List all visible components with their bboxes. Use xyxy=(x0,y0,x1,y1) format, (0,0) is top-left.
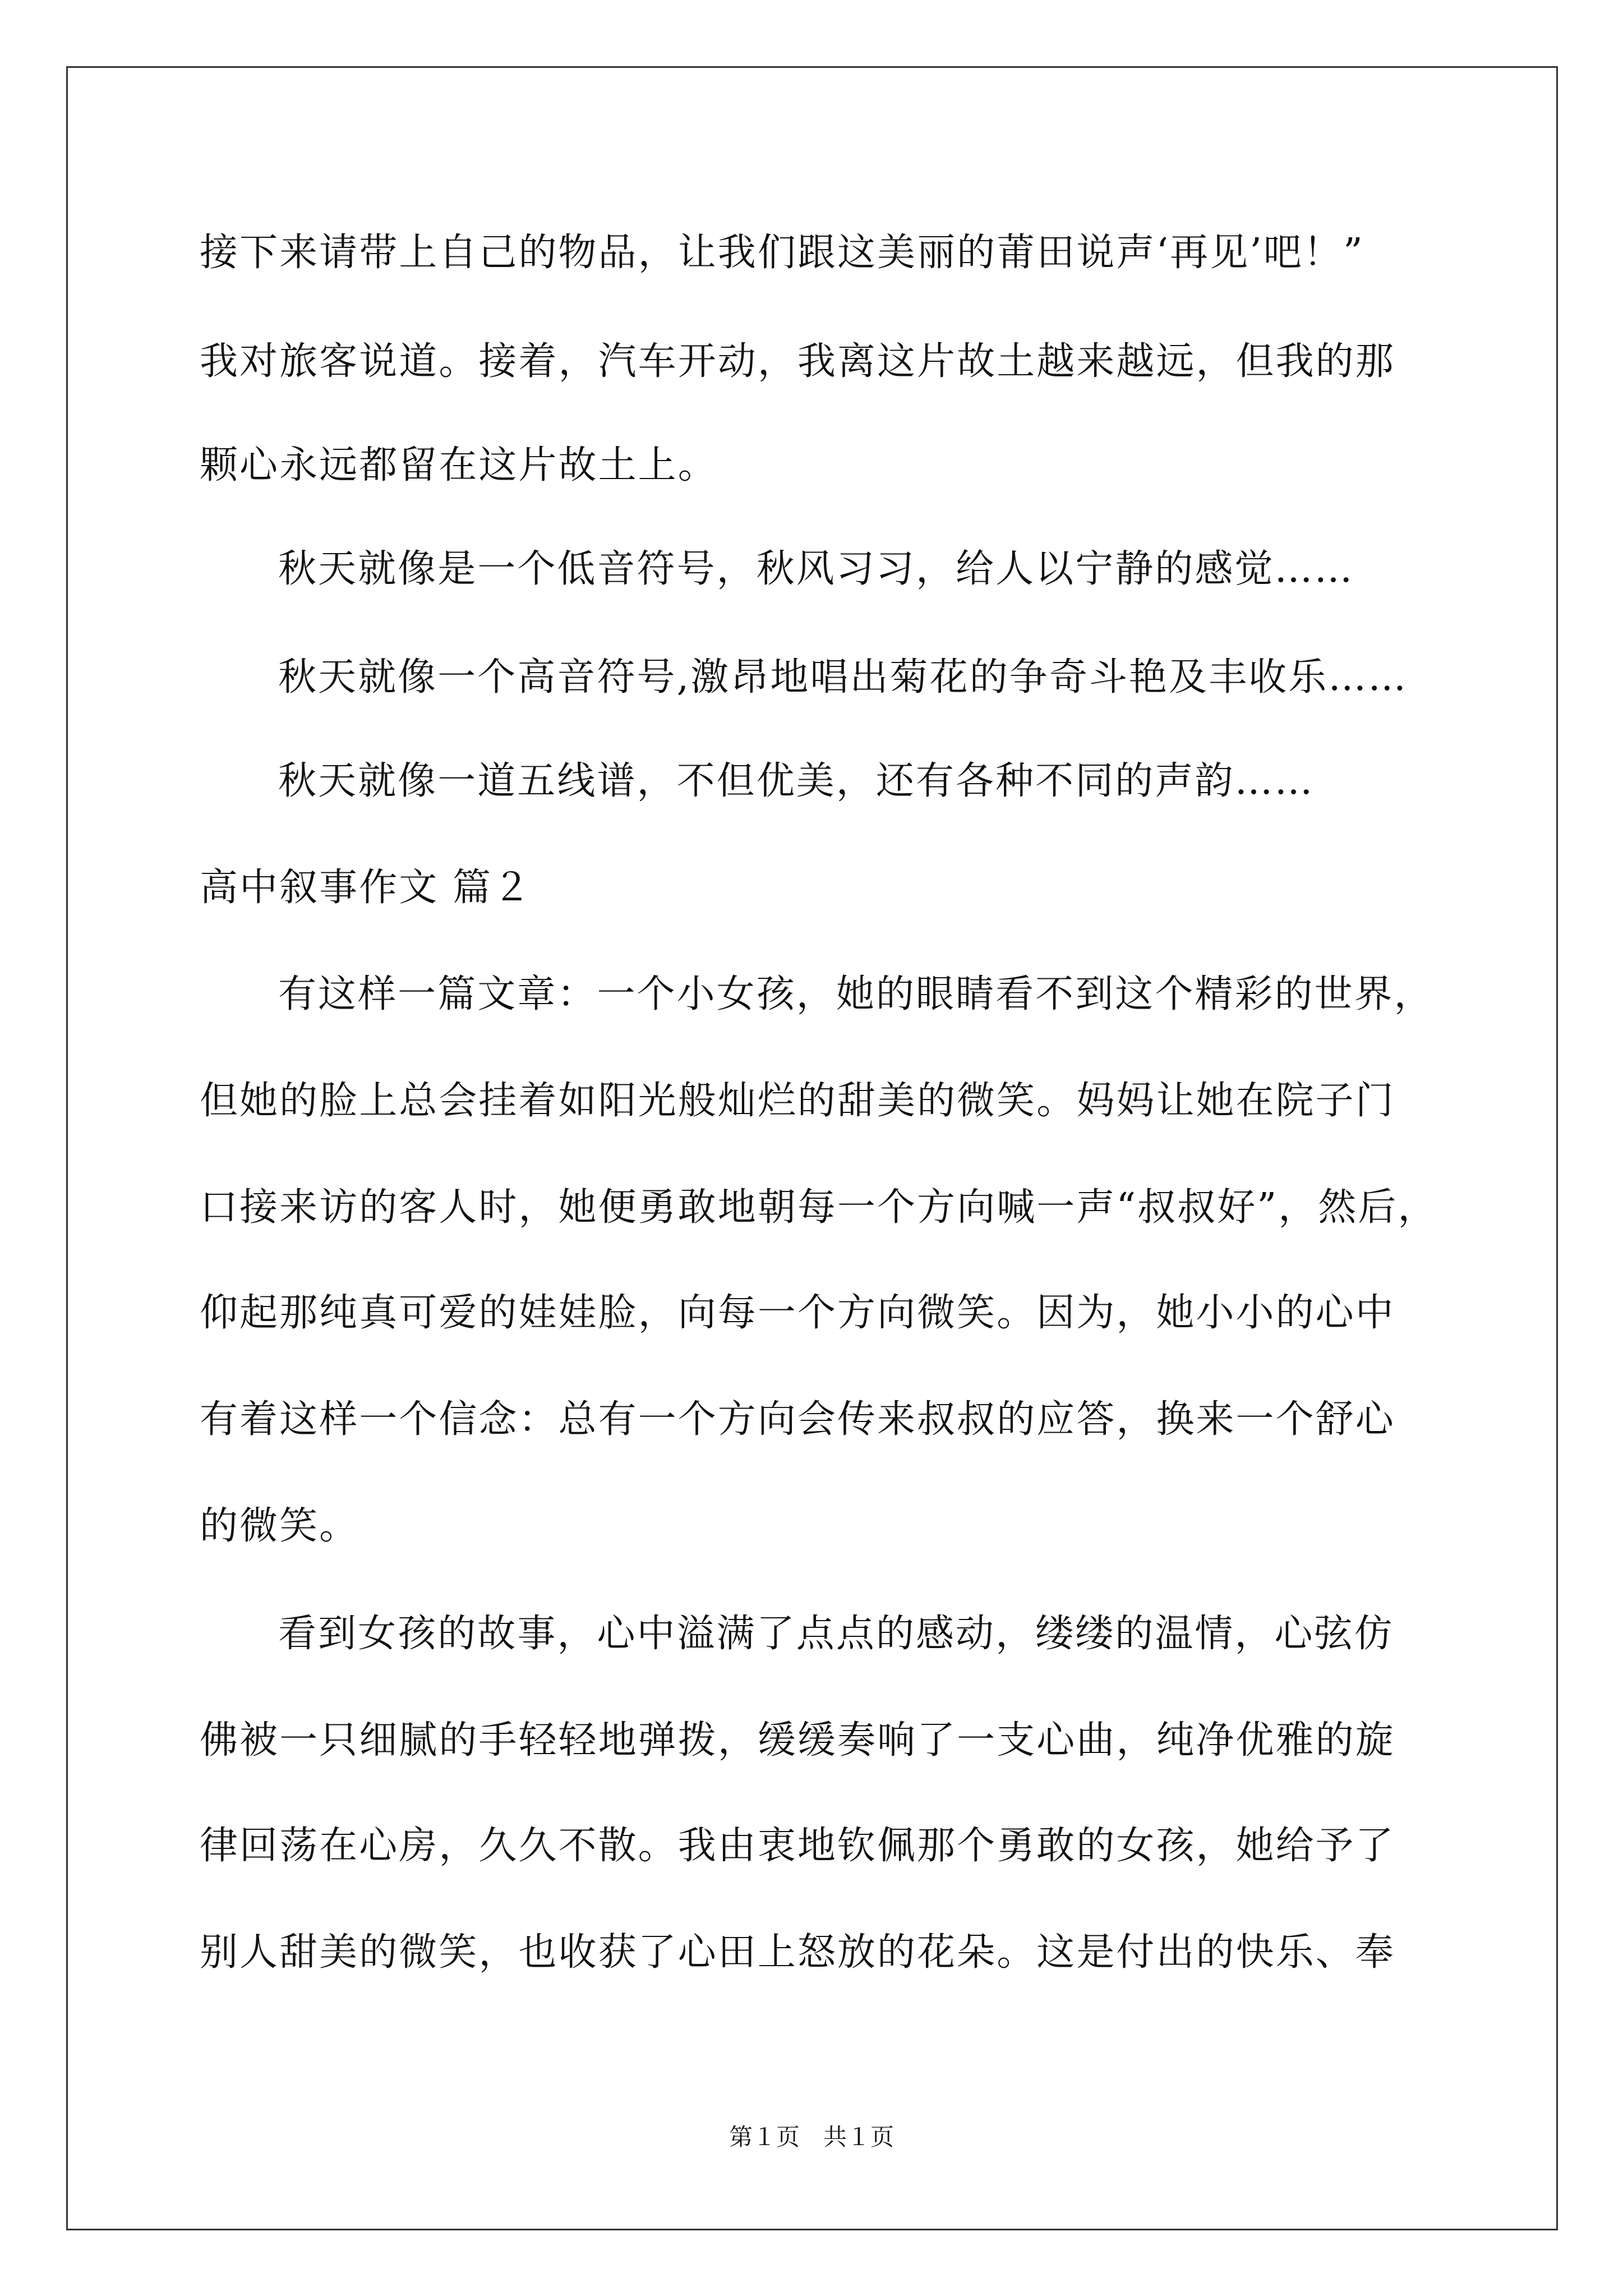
paragraph-line: 看到女孩的故事，心中溢满了点点的感动，缕缕的温情，心弦仿 xyxy=(278,1612,1394,1656)
page-footer: 第１页 共１页 xyxy=(728,2123,894,2151)
paragraph-line: 律回荡在心房，久久不散。我由衷地钦佩那个勇敢的女孩，她给予了 xyxy=(200,1824,1395,1868)
page-border xyxy=(66,66,1558,2230)
paragraph-line: 别人甜美的微笑，也收获了心田上怒放的花朵。这是付出的快乐、奉 xyxy=(200,1930,1395,1975)
paragraph-line: 接下来请带上自己的物品，让我们跟这美丽的莆田说声‘再见’吧！” xyxy=(200,231,1364,275)
paragraph-line: 佛被一只细腻的手轻轻地弹拨，缓缓奏响了一支心曲，纯净优雅的旋 xyxy=(200,1718,1395,1763)
paragraph-line: 有这样一篇文章：一个小女孩，她的眼睛看不到这个精彩的世界， xyxy=(278,972,1434,1016)
paragraph: 秋天就像一道五线谱，不但优美，还有各种不同的声韵…… xyxy=(278,759,1315,803)
paragraph: 秋天就像是一个低音符号，秋风习习，给人以宁静的感觉…… xyxy=(278,547,1354,591)
paragraph-line: 口接来访的客人时，她便勇敢地朝每一个方向喊一声“叔叔好”，然后， xyxy=(200,1185,1438,1230)
paragraph-line: 仰起那纯真可爱的娃娃脸，向每一个方向微笑。因为，她小小的心中 xyxy=(200,1291,1395,1335)
paragraph-line: 颗心永远都留在这片故土上。 xyxy=(200,443,718,487)
paragraph-line: 但她的脸上总会挂着如阳光般灿烂的甜美的微笑。妈妈让她在院子门 xyxy=(200,1079,1395,1123)
paragraph: 秋天就像一个高音符号,激昂地唱出菊花的争奇斗艳及丰收乐…… xyxy=(278,655,1408,700)
section-heading: 高中叙事作文 篇２ xyxy=(200,866,533,910)
paragraph-line: 的微笑。 xyxy=(200,1504,359,1548)
paragraph-line: 有着这样一个信念：总有一个方向会传来叔叔的应答，换来一个舒心 xyxy=(200,1397,1395,1442)
paragraph-line: 我对旅客说道。接着，汽车开动，我离这片故土越来越远，但我的那 xyxy=(200,339,1395,384)
